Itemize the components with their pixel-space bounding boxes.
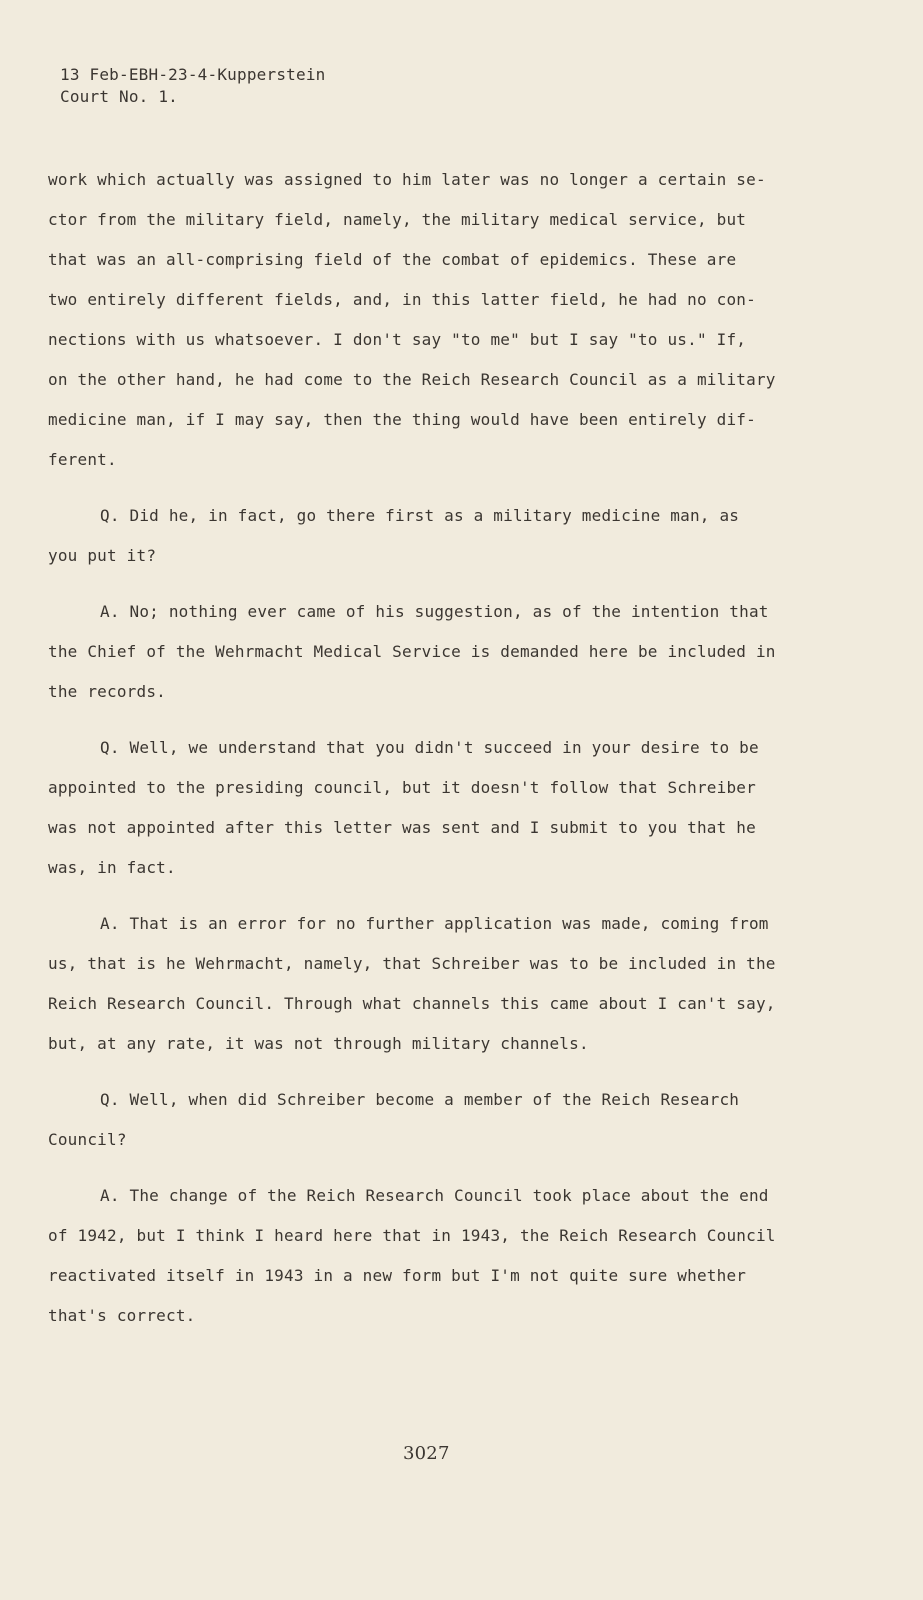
paragraph-3	[48, 592, 818, 712]
text-line: the records.	[48, 682, 166, 701]
text-line: nections with us whatsoever. I don't say "to me" but I say "to us." If,	[48, 330, 747, 349]
paragraph-1	[48, 160, 818, 480]
text-line: but, at any rate, it was not through military channels.	[48, 1034, 589, 1053]
text-line: medicine man, if I may say, then the thing would have been entirely dif-	[48, 410, 756, 429]
text-line: on the other hand, he had come to the Reich Research Council as a military	[48, 370, 776, 389]
paragraph-7	[48, 1176, 818, 1336]
text-line: you put it?	[48, 546, 157, 565]
text-line: Council?	[48, 1130, 127, 1149]
header-line-1: 13 Feb-EBH-23-4-Kupperstein	[60, 65, 326, 84]
text-line: work which actually was assigned to him later was no longer a certain se-	[48, 170, 766, 189]
text-line: that was an all-comprising field of the combat of epidemics. These are	[48, 250, 737, 269]
text-line: Q. Did he, in fact, go there first as a military medicine man, as	[100, 506, 740, 525]
paragraph-5	[48, 904, 818, 1064]
text-line: the Chief of the Wehrmacht Medical Service is demanded here be included in	[48, 642, 776, 661]
text-line: was not appointed after this letter was sent and I submit to you that he	[48, 818, 756, 837]
text-line: of 1942, but I think I heard here that in 1943, the Reich Research Council	[48, 1226, 776, 1245]
text-line: Q. Well, when did Schreiber become a member of the Reich Research	[100, 1090, 740, 1109]
text-line: A. No; nothing ever came of his suggestion, as of the intention that	[100, 602, 769, 621]
text-line: appointed to the presiding council, but it doesn't follow that Schreiber	[48, 778, 756, 797]
text-line: A. The change of the Reich Research Council took place about the end	[100, 1186, 769, 1205]
text-line: was, in fact.	[48, 858, 176, 877]
paragraph-6	[48, 1080, 818, 1160]
text-line: two entirely different fields, and, in this latter field, he had no con-	[48, 290, 756, 309]
paragraph-2	[48, 496, 818, 576]
page-number: 3027	[403, 1443, 450, 1464]
header-line-2: Court No. 1.	[60, 87, 178, 106]
text-line: us, that is he Wehrmacht, namely, that Schreiber was to be included in the	[48, 954, 776, 973]
paragraph-4	[48, 728, 818, 888]
document-body	[48, 160, 818, 1352]
text-line: Reich Research Council. Through what channels this came about I can't say,	[48, 994, 776, 1013]
text-line: ferent.	[48, 450, 117, 469]
page-header	[60, 64, 480, 108]
text-line: ctor from the military field, namely, the military medical service, but	[48, 210, 747, 229]
text-line: A. That is an error for no further application was made, coming from	[100, 914, 769, 933]
text-line: that's correct.	[48, 1306, 196, 1325]
text-line: reactivated itself in 1943 in a new form but I'm not quite sure whether	[48, 1266, 747, 1285]
text-line: Q. Well, we understand that you didn't succeed in your desire to be	[100, 738, 759, 757]
